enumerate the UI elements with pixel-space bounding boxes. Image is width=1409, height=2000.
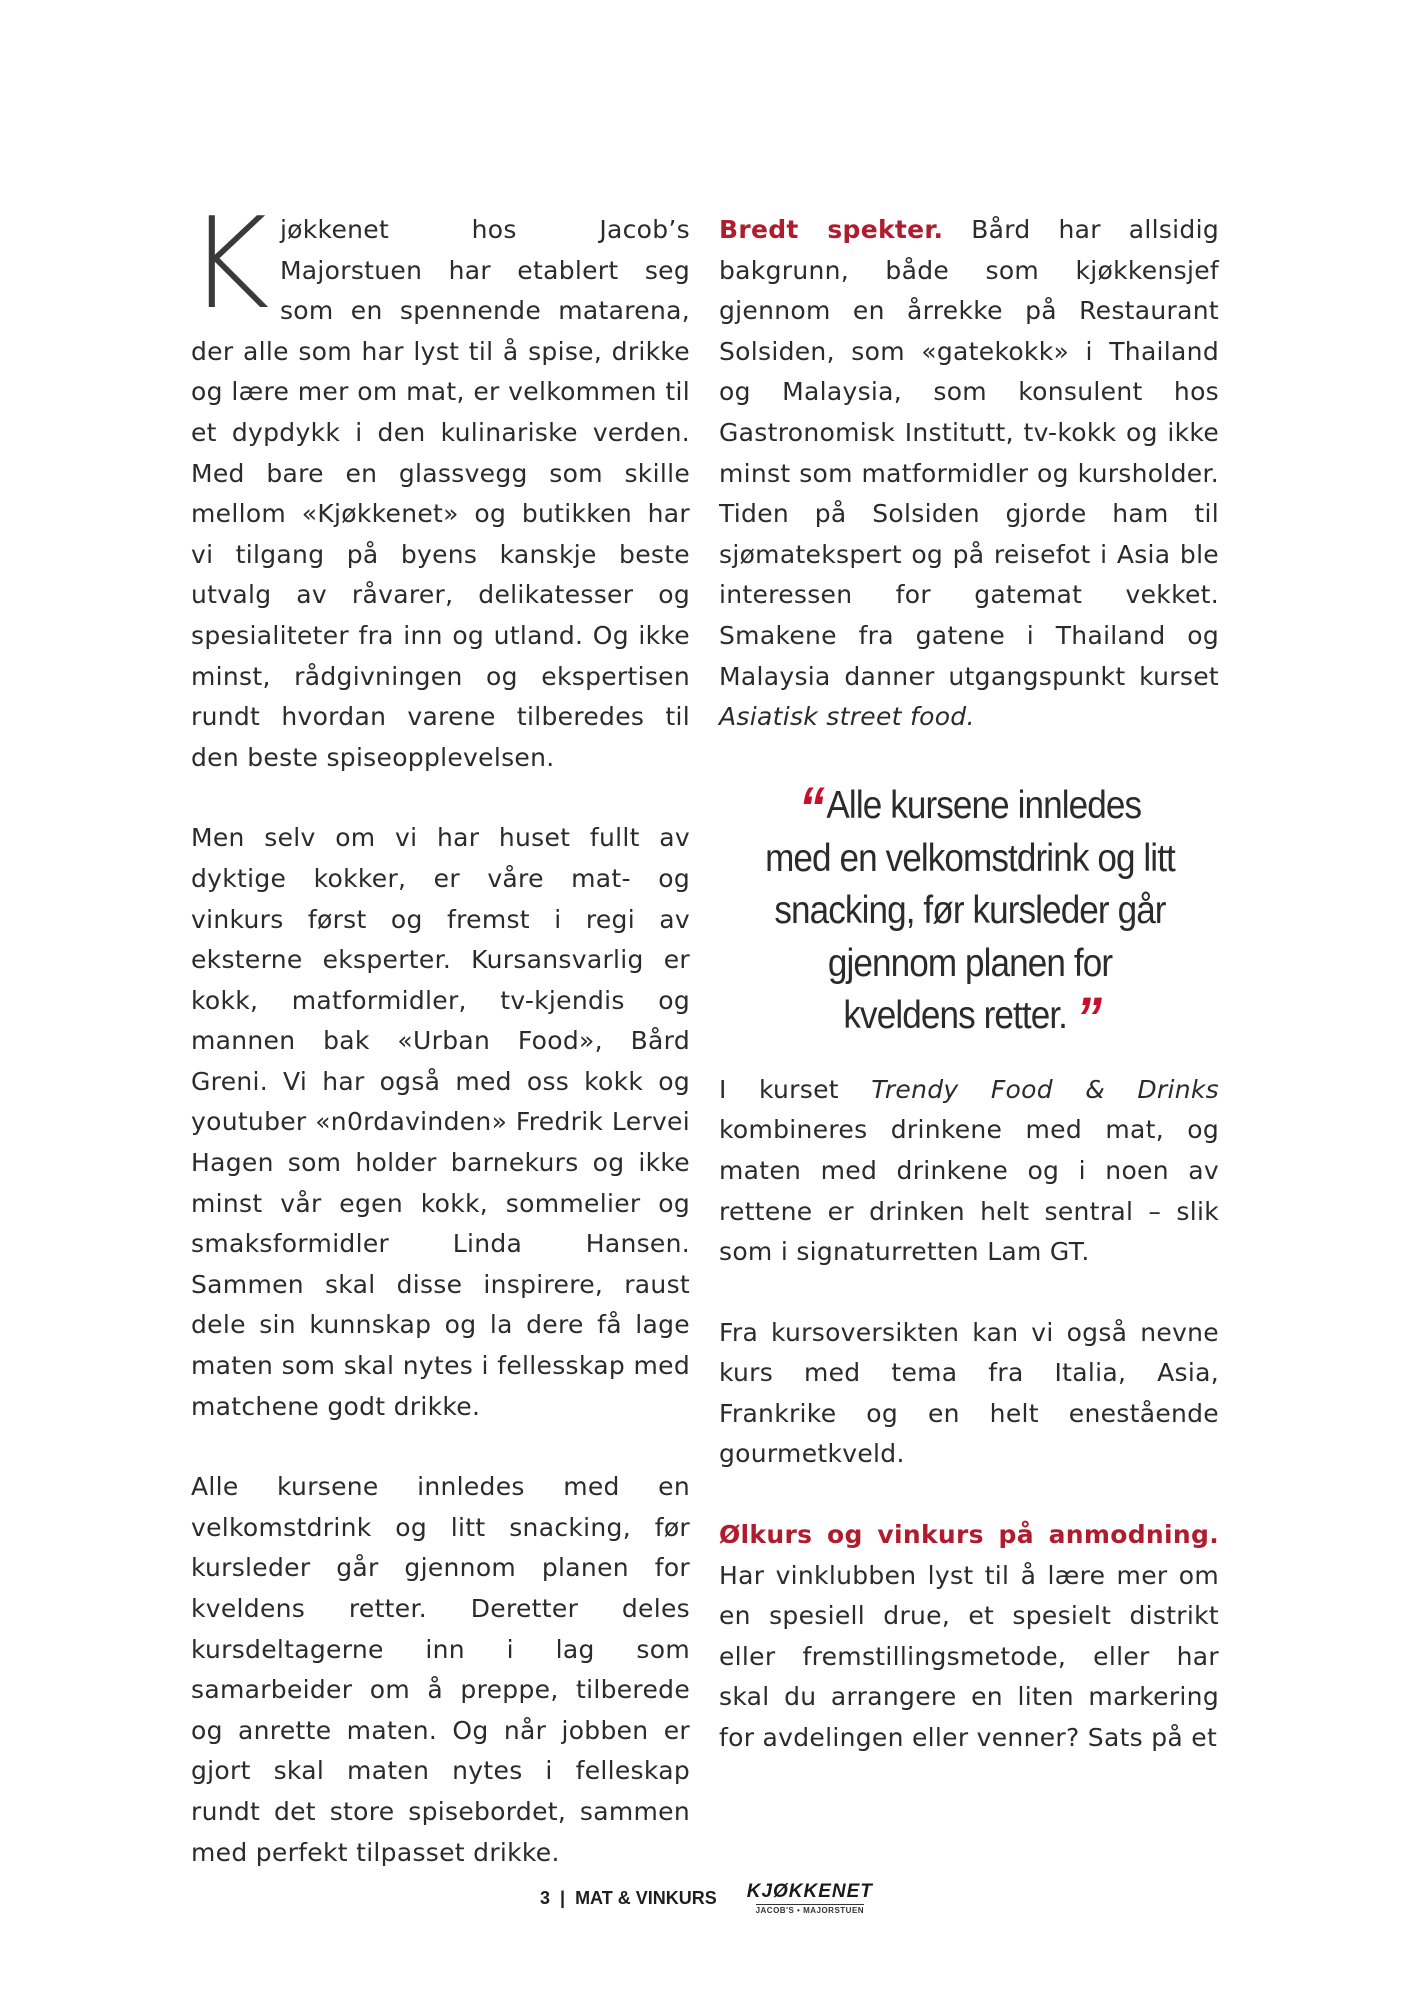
background-paragraph: [719, 210, 1219, 738]
drop-cap: K: [187, 190, 270, 337]
intro-text: jøkkenet hos Jacob’s Majorstuen har etablert seg som en spennende matarena, der alle som har lyst til å spise, drikke og lære mer om mat, er velkommen til et dypdykk i den kulinariske verden. Med bare en glassvegg som skille mellom «Kjøkkenet» og butikken har vi tilgang på byens kanskje beste utvalg av råvarer, delikatesser og spesialiteter fra inn og utland. Og ikke minst, rådgivningen og ekspertisen rundt hvordan varene tilberedes til den beste spiseopplevelsen.: [191, 215, 690, 772]
trendy-paragraph: [719, 1070, 1219, 1273]
course-format-paragraph: Alle kursene innledes med en velkomstdrink og litt snacking, før kursleder går gjennom planen for kveldens retter. Deretter deles kursdeltagerne inn i lag som samarbeider om å preppe, tilberede og anrette maten. Og når jobben er gjort skal maten nytes i felleskap rundt det store spisebordet, sammen med perfekt tilpasset drikke.: [191, 1472, 690, 1867]
footer-separator: |: [560, 1887, 566, 1908]
section-title: MAT & VINKURS: [575, 1887, 717, 1908]
intro-paragraph: [187, 190, 690, 778]
section-lead-olkurs: Ølkurs og vinkurs på anmodning.: [719, 1520, 1219, 1550]
overview-paragraph: Fra kursoversikten kan vi også nevne kurs med tema fra Italia, Asia, Frankrike og en helt enestående gourmetkveld.: [719, 1317, 1219, 1469]
section-lead-bredt-spekter: Bredt spekter.: [719, 215, 944, 244]
kjokkenet-logo: [747, 1881, 873, 1915]
close-quote-icon: ”: [1075, 986, 1097, 1051]
course-name-asiatisk: Asiatisk street food.: [719, 702, 975, 732]
request-text: Har vinklubben lyst til å lære mer om en spesiell drue, et spesielt distrikt eller fremstillingsmetode, eller har skal du arrangere en liten markering for avdelingen eller venner? Sats på et: [719, 1560, 1219, 1753]
logo-tagline: JACOB'S • MAJORSTUEN: [755, 1906, 865, 1915]
left-column: [187, 190, 690, 1913]
page-number: 3: [540, 1887, 551, 1908]
logo-wordmark: KJØKKENET: [746, 1881, 873, 1902]
background-text: Bård har allsidig bakgrunn, både som kjøkkensjef gjennom en årrekke på Restaurant Solsiden, som «gatekokk» i Thailand og Malaysia, som konsulent hos Gastronomisk Institutt, tv-kokk og ikke minst som matformidler og kursholder. Tiden på Solsiden gjorde ham til sjømatekspert og på reisefot i Asia ble interessen for gatemat vekket. Smakene fra gatene i Thailand og Malaysia danner utgangspunkt kurset: [719, 215, 1219, 691]
request-paragraph: [719, 1515, 1219, 1759]
open-quote-icon: “: [798, 776, 820, 841]
trendy-pre: I kurset: [719, 1074, 872, 1104]
experts-paragraph: Men selv om vi har huset fullt av dyktige kokker, er våre mat- og vinkurs først og fremst i regi av eksterne eksperter. Kursansvarlig er kokk, matformidler, tv-kjendis og mannen bak «Urban Food», Bård Greni. Vi har også med oss kokk og youtuber «n0rdavinden» Fredrik Lervei Hagen som holder barnekurs og ikke minst vår egen kokk, sommelier og smaksformidler Linda Hansen. Sammen skal disse inspirere, raust dele sin kunnskap og la dere få lage maten som skal nytes i fellesskap med matchene godt drikke.: [191, 823, 690, 1421]
pull-quote-text: Alle kursene innledes med en velkomstdrink og litt snacking, før kursleder går gjennom planen for kveldens retter.: [765, 784, 1175, 1037]
pull-quote: [763, 776, 1177, 1051]
course-name-trendy: Trendy Food & Drinks: [871, 1074, 1219, 1104]
trendy-post: kombineres drinkene med mat, og maten med drinkene og i noen av rettene er drinken helt sentral – slik som i signaturretten Lam GT.: [719, 1115, 1219, 1267]
page-footer: [540, 1873, 873, 1923]
